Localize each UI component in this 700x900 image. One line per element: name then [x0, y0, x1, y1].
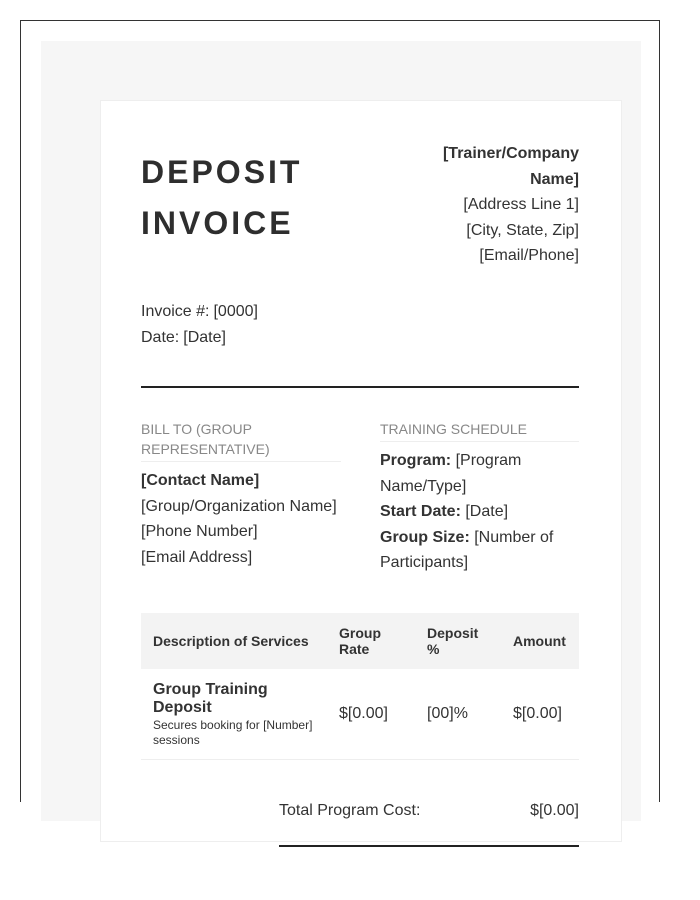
company-name: [Trainer/Company Name] [442, 145, 579, 188]
table-header-row [141, 613, 579, 669]
start-date-label: Start Date: [380, 503, 461, 520]
item-title: Group Training Deposit [153, 680, 268, 716]
bill-to-phone: [Phone Number] [141, 523, 258, 540]
page-frame [20, 20, 660, 819]
totals-divider [279, 845, 579, 847]
schedule-body [380, 448, 579, 576]
total-program-cost-row [279, 801, 579, 821]
company-address: [Address Line 1] [463, 196, 579, 213]
bill-to-heading: BILL TO (GROUP REPRESENTATIVE) [141, 419, 341, 462]
schedule-program [380, 448, 579, 499]
schedule-group-size [380, 525, 579, 576]
cell-amount: $[0.00] [501, 669, 579, 760]
group-size-value: [Number of Participants] [380, 528, 554, 571]
bill-to-section [141, 419, 341, 570]
invoice-date-line [141, 325, 258, 351]
header-divider [141, 386, 579, 388]
invoice-title: DEPOSIT INVOICE [141, 154, 303, 241]
group-size-label: Group Size: [380, 528, 470, 546]
services-table [141, 613, 579, 760]
totals-section [279, 801, 579, 847]
bill-to-contact-name: [Contact Name] [141, 472, 260, 489]
invoice-date-label: Date: [141, 329, 180, 346]
program-label: Program: [380, 452, 452, 469]
invoice-meta [141, 299, 258, 351]
company-city-state-zip: [City, State, Zip] [466, 221, 579, 239]
cell-deposit-percent: [00]% [415, 669, 501, 760]
page-background [41, 41, 641, 821]
cell-description [141, 669, 327, 760]
header-deposit-percent: Deposit % [415, 613, 501, 669]
item-subtitle: Secures booking for [Number] sessions [153, 717, 313, 747]
invoice-date-value: [Date] [183, 329, 226, 346]
table-row [141, 669, 579, 760]
company-info [399, 141, 579, 269]
schedule-start-date [380, 499, 579, 525]
bill-to-email: [Email Address] [141, 548, 253, 566]
start-date-value: [Date] [465, 503, 509, 520]
total-label: Total Program Cost: [279, 802, 421, 819]
schedule-heading: TRAINING SCHEDULE [380, 419, 579, 442]
training-schedule-section [380, 419, 579, 576]
header-description: Description of Services [141, 613, 327, 669]
bill-to-body [141, 468, 341, 570]
invoice-paper [101, 101, 621, 841]
invoice-number-value: [0000] [213, 303, 258, 320]
company-contact: [Email/Phone] [479, 247, 579, 264]
cell-group-rate: $[0.00] [327, 669, 415, 760]
invoice-number-label: Invoice #: [141, 303, 210, 320]
program-value: [Program Name/Type] [380, 452, 522, 495]
header-group-rate: Group Rate [327, 613, 415, 669]
invoice-number-line [141, 299, 258, 325]
bill-to-organization: [Group/Organization Name] [141, 497, 337, 515]
header-amount: Amount [501, 613, 579, 669]
total-value: $[0.00] [530, 802, 579, 819]
